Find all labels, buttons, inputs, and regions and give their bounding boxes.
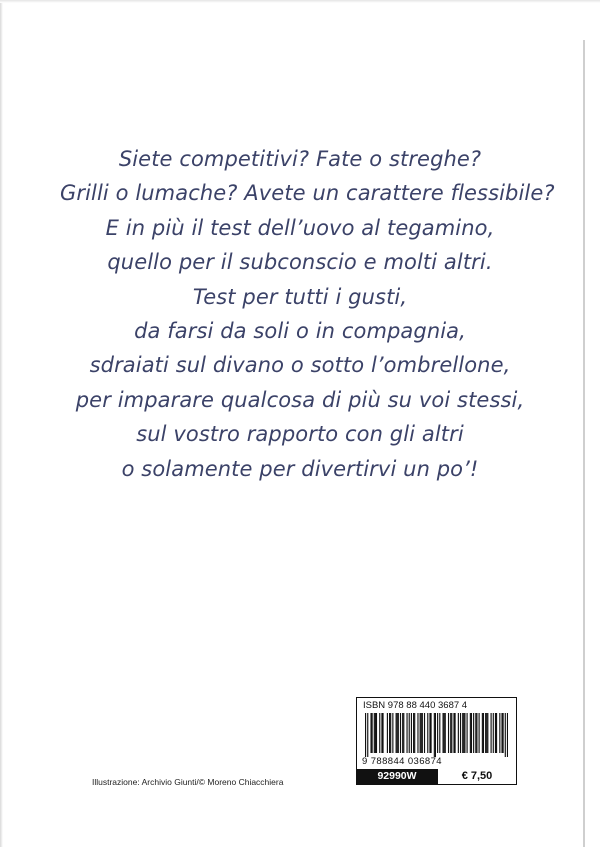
barcode-bar: [429, 713, 430, 753]
barcode-bar: [431, 713, 432, 753]
barcode-bar: [372, 713, 373, 753]
barcode-bar: [413, 713, 414, 753]
barcode-bar: [455, 713, 456, 753]
barcode-bar: [499, 713, 500, 753]
barcode-bar: [473, 713, 474, 753]
page-edge-right: [583, 40, 585, 847]
page-edge-top: [0, 0, 600, 3]
blurb-line: quello per il subconscio e molti altri.: [107, 250, 493, 275]
barcode-bar: [475, 713, 476, 753]
barcode-bar: [443, 713, 444, 753]
barcode-bar: [420, 713, 421, 753]
price-label: € 7,50: [437, 769, 516, 784]
barcode-bar: [453, 713, 454, 753]
barcode-bar: [482, 713, 483, 753]
blurb-line: Test per tutti i gusti,: [192, 284, 408, 309]
barcode-bar: [398, 713, 399, 753]
barcode-bar: [485, 713, 486, 753]
barcode-bar: [376, 713, 377, 753]
blurb-text: [60, 142, 555, 486]
barcode-bar: [464, 713, 465, 753]
barcode-bar: [493, 713, 494, 753]
barcode-bar: [421, 713, 422, 753]
illustration-credit: Illustrazione: Archivio Giunti/© Moreno Chiacchiera: [92, 777, 284, 787]
barcode-bar: [487, 713, 488, 753]
barcode-bar: [379, 713, 380, 753]
blurb-line: Grilli o lumache? Avete un carattere flessibile?: [60, 181, 555, 206]
barcode-bar: [424, 713, 425, 753]
blurb-line: Siete competitivi? Fate o streghe?: [118, 147, 482, 171]
barcode-bar: [445, 713, 446, 753]
barcode-bar: [411, 713, 412, 753]
barcode-bar: [389, 713, 390, 753]
barcode-bar: [496, 713, 497, 753]
barcode-bar: [400, 713, 401, 753]
barcode-bar: [450, 713, 451, 753]
barcode-bar: [390, 713, 391, 753]
barcode-bars: [365, 713, 508, 757]
barcode-bar: [417, 713, 418, 753]
barcode-bar: [460, 713, 461, 753]
barcode-bar: [486, 713, 487, 753]
blurb-line: da farsi da soli o in compagnia,: [134, 319, 466, 344]
blurb-line: o solamente per divertirvi un po’!: [121, 456, 479, 481]
barcode-bar: [451, 713, 452, 753]
barcode-bar: [491, 713, 492, 753]
barcode-bar: [507, 713, 508, 757]
barcode-bar: [458, 713, 459, 753]
price-row: [357, 769, 516, 784]
barcode-bar: [471, 713, 472, 753]
barcode-bar: [375, 713, 376, 753]
barcode-bar: [387, 713, 388, 753]
isbn-number: ISBN 978 88 440 3687 4: [363, 700, 468, 711]
barcode-bar: [495, 713, 496, 753]
barcode-bar: [467, 713, 468, 753]
barcode-bar: [397, 713, 398, 753]
barcode-bar: [434, 713, 435, 757]
blurb-line: sdraiati sul divano o sotto l’ombrellone,: [89, 353, 511, 378]
product-code: 92990W: [357, 769, 437, 784]
barcode-bar: [470, 713, 471, 753]
barcode-bar: [414, 713, 415, 753]
blurb-line: per imparare qualcosa di più su voi stessi,: [75, 387, 525, 412]
barcode-bar: [402, 713, 403, 753]
barcode-bar: [448, 713, 449, 753]
barcode-bar: [427, 713, 428, 753]
barcode-bar: [505, 713, 506, 757]
barcode-bar: [409, 713, 410, 753]
barcode-bar: [392, 713, 393, 753]
barcode-bar: [370, 713, 371, 753]
barcode-bar: [422, 713, 423, 753]
barcode-bar: [444, 713, 445, 753]
barcode-bar: [479, 713, 480, 753]
barcode-bar: [367, 713, 368, 757]
blurb-line: E in più il test dell’uovo al tegamino,: [105, 215, 495, 240]
barcode-bar: [437, 713, 438, 753]
barcode-bar: [403, 713, 404, 753]
page-edge-left: [0, 0, 3, 847]
barcode-bar: [503, 713, 504, 753]
barcode-bar: [463, 713, 464, 753]
barcode-bar: [439, 713, 440, 753]
barcode-bar: [396, 713, 397, 753]
barcode-bar: [462, 713, 463, 753]
barcode-box: [356, 697, 517, 785]
barcode-bar: [476, 713, 477, 753]
barcode-bar: [382, 713, 383, 753]
blurb-line: sul vostro rapporto con gli altri: [136, 422, 464, 447]
barcode-bar: [435, 713, 436, 757]
barcode-bar: [501, 713, 502, 753]
barcode-bar: [365, 713, 366, 757]
barcode-bar: [406, 713, 407, 753]
barcode-bar: [381, 713, 382, 753]
ean-digits: 9 788844 036874: [362, 756, 442, 767]
barcode-bar: [483, 713, 484, 753]
barcode-bar: [374, 713, 375, 753]
